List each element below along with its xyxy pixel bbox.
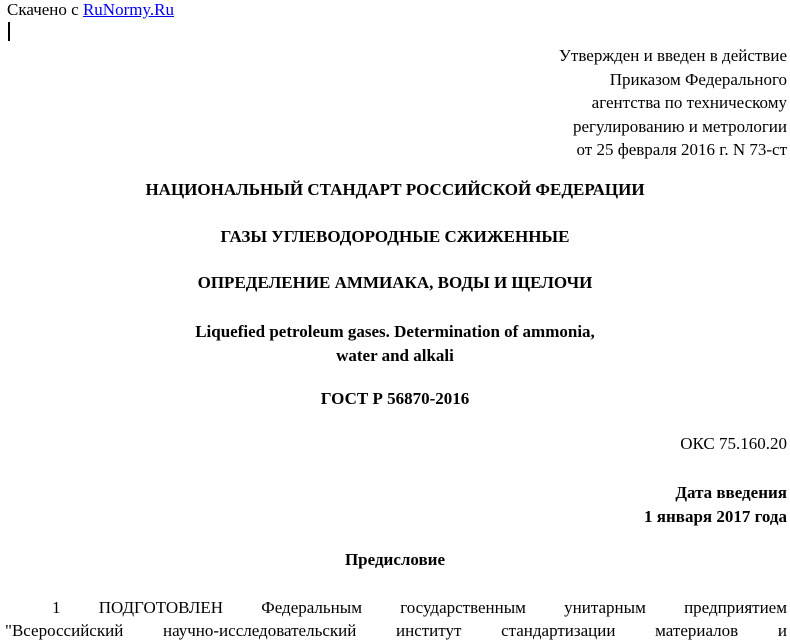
word: "Всероссийский bbox=[5, 621, 124, 640]
word: институт bbox=[396, 621, 462, 640]
word: стандартизации bbox=[501, 621, 616, 640]
date-value: 1 января 2017 года bbox=[644, 506, 787, 526]
preface-paragraph-line-2 bbox=[5, 619, 787, 643]
word: и bbox=[777, 621, 787, 640]
english-title bbox=[0, 320, 790, 367]
approval-line: агентства по техническому bbox=[591, 93, 787, 112]
standard-title: НАЦИОНАЛЬНЫЙ СТАНДАРТ РОССИЙСКОЙ ФЕДЕРАЦИИ bbox=[145, 180, 645, 199]
document-subject: ОПРЕДЕЛЕНИЕ АММИАКА, ВОДЫ И ЩЕЛОЧИ bbox=[197, 273, 593, 292]
source-link[interactable]: RuNormy.Ru bbox=[82, 0, 174, 19]
source-prefix: Скачено с bbox=[7, 0, 83, 19]
english-title-line: Liquefied petroleum gases. Determination of ammonia, bbox=[195, 322, 595, 341]
document-name: ГАЗЫ УГЛЕВОДОРОДНЫЕ СЖИЖЕННЫЕ bbox=[220, 227, 570, 246]
approval-line: Утвержден и введен в действие bbox=[558, 46, 787, 65]
approval-line: от 25 февраля 2016 г. N 73-ст bbox=[576, 140, 787, 159]
text-cursor bbox=[8, 22, 10, 41]
word: научно-исследовательский bbox=[162, 621, 357, 640]
preface-heading: Предисловие bbox=[344, 550, 446, 569]
gost-code: ГОСТ Р 56870-2016 bbox=[320, 389, 470, 408]
date-label: Дата введения bbox=[675, 483, 787, 502]
english-title-line: water and alkali bbox=[336, 345, 454, 365]
oks-code: ОКС 75.160.20 bbox=[680, 434, 787, 453]
approval-block bbox=[559, 44, 787, 162]
introduction-date bbox=[644, 481, 787, 528]
approval-line: регулированию и метрологии bbox=[572, 116, 787, 136]
source-line bbox=[7, 0, 174, 20]
word: материалов bbox=[655, 621, 739, 640]
preface-paragraph-line: 1 ПОДГОТОВЛЕН Федеральным государственным унитарным предприятием bbox=[52, 598, 787, 617]
approval-line: Приказом Федерального bbox=[609, 69, 787, 89]
